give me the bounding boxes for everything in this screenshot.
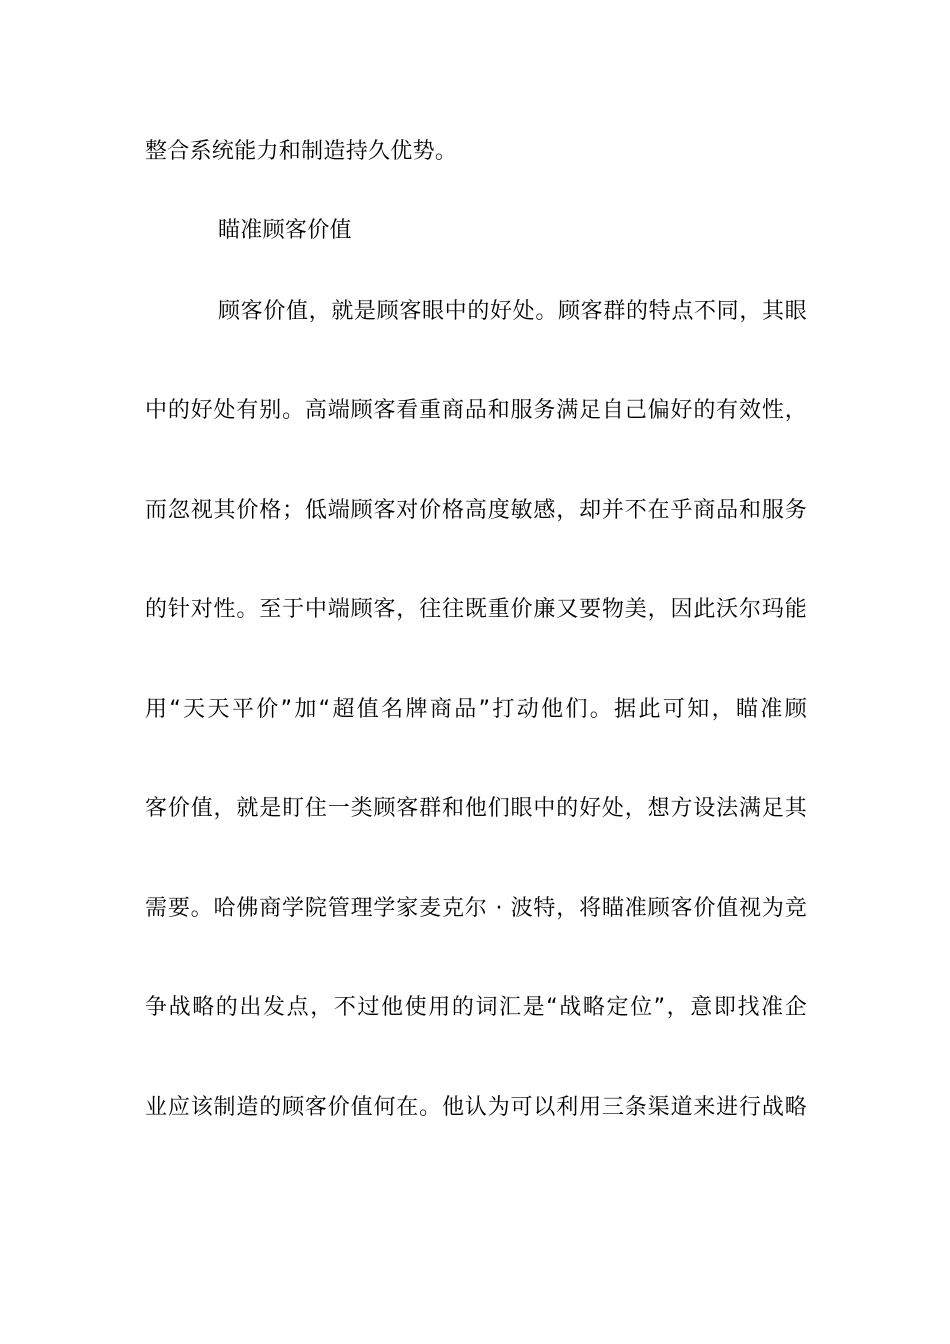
paragraph-line-4: 而忽视其价格；低端顾客对价格高度敏感，却并不在乎商品和服务 <box>145 498 807 523</box>
paragraph-line-3: 中的好处有别。高端顾客看重商品和服务满足自己偏好的有效性， <box>145 398 807 423</box>
paragraph-line-5: 的针对性。至于中端顾客，往往既重价廉又要物美，因此沃尔玛能 <box>145 597 807 622</box>
paragraph-line-8: 需要。哈佛商学院管理学家麦克尔 · 波特，将瞄准顾客价值视为竞 <box>145 896 807 921</box>
paragraph-line-6: 用“天天平价”加“超值名牌商品”打动他们。据此可知，瞄准顾 <box>145 697 807 722</box>
paragraph-line-7: 客价值，就是盯住一类顾客群和他们眼中的好处，想方设法满足其 <box>145 796 807 821</box>
paragraph-line-10: 业应该制造的顾客价值何在。他认为可以利用三条渠道来进行战略 <box>145 1095 807 1120</box>
paragraph-line-1: 整合系统能力和制造持久优势。 <box>145 139 458 164</box>
section-heading: 瞄准顾客价值 <box>218 218 352 243</box>
paragraph-line-9: 争战略的出发点，不过他使用的词汇是“战略定位”，意即找准企 <box>145 995 807 1020</box>
paragraph-line-2: 顾客价值，就是顾客眼中的好处。顾客群的特点不同，其眼 <box>218 299 807 324</box>
